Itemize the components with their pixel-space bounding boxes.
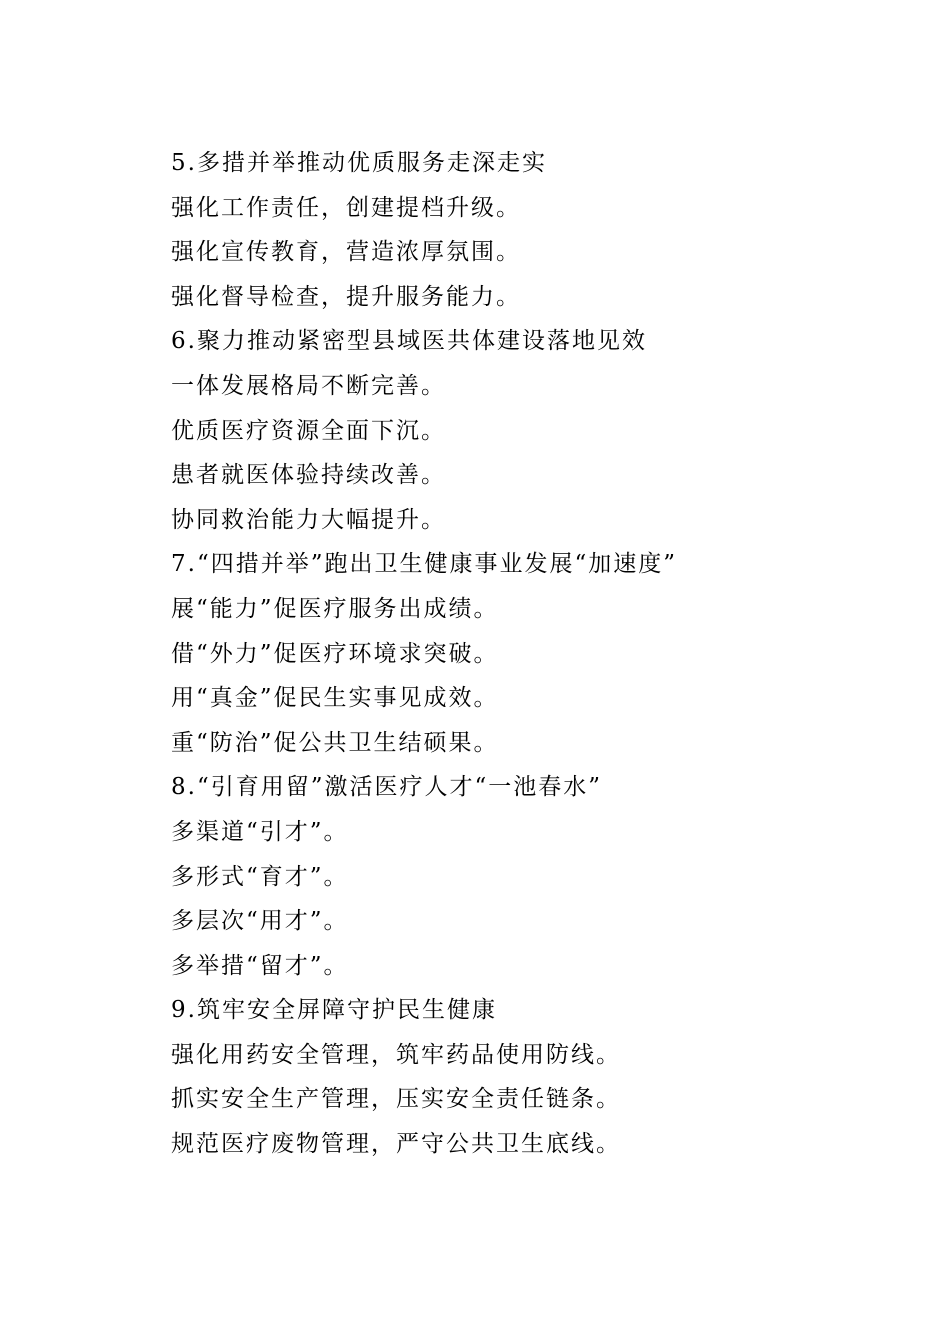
list-item: 一体发展格局不断完善。 — [171, 372, 446, 399]
list-item: 协同救治能力大幅提升。 — [171, 506, 446, 533]
list-item: 多举措“留才”。 — [171, 952, 349, 979]
list-item: 患者就医体验持续改善。 — [171, 462, 446, 489]
list-item: 规范医疗废物管理，严守公共卫生底线。 — [171, 1131, 621, 1158]
section-heading: 9.筑牢安全屏障守护民生健康 — [171, 997, 497, 1024]
list-item: 优质医疗资源全面下沉。 — [171, 417, 446, 444]
list-item: 多层次“用才”。 — [171, 908, 349, 935]
section-heading: 8.“引育用留”激活医疗人才“一池春水” — [171, 774, 602, 801]
document-body — [171, 141, 911, 1167]
list-item: 展“能力”促医疗服务出成绩。 — [171, 595, 499, 622]
list-item: 抓实安全生产管理，压实安全责任链条。 — [171, 1086, 621, 1113]
list-item: 借“外力”促医疗环境求突破。 — [171, 640, 499, 667]
section-heading: 6.聚力推动紧密型县域医共体建设落地见效 — [171, 328, 647, 355]
list-item: 用“真金”促民生实事见成效。 — [171, 685, 499, 712]
section-heading: 5.多措并举推动优质服务走深走实 — [171, 150, 547, 176]
list-item: 强化督导检查，提升服务能力。 — [171, 283, 521, 310]
list-item: 强化工作责任，创建提档升级。 — [171, 194, 521, 221]
list-item: 强化宣传教育，营造浓厚氛围。 — [171, 239, 521, 266]
list-item: 多渠道“引才”。 — [171, 818, 349, 845]
list-item: 重“防治”促公共卫生结硕果。 — [171, 729, 499, 756]
list-item: 多形式“育才”。 — [171, 863, 349, 890]
list-item: 强化用药安全管理，筑牢药品使用防线。 — [171, 1041, 621, 1068]
section-heading: 7.“四措并举”跑出卫生健康事业发展“加速度” — [171, 551, 677, 578]
